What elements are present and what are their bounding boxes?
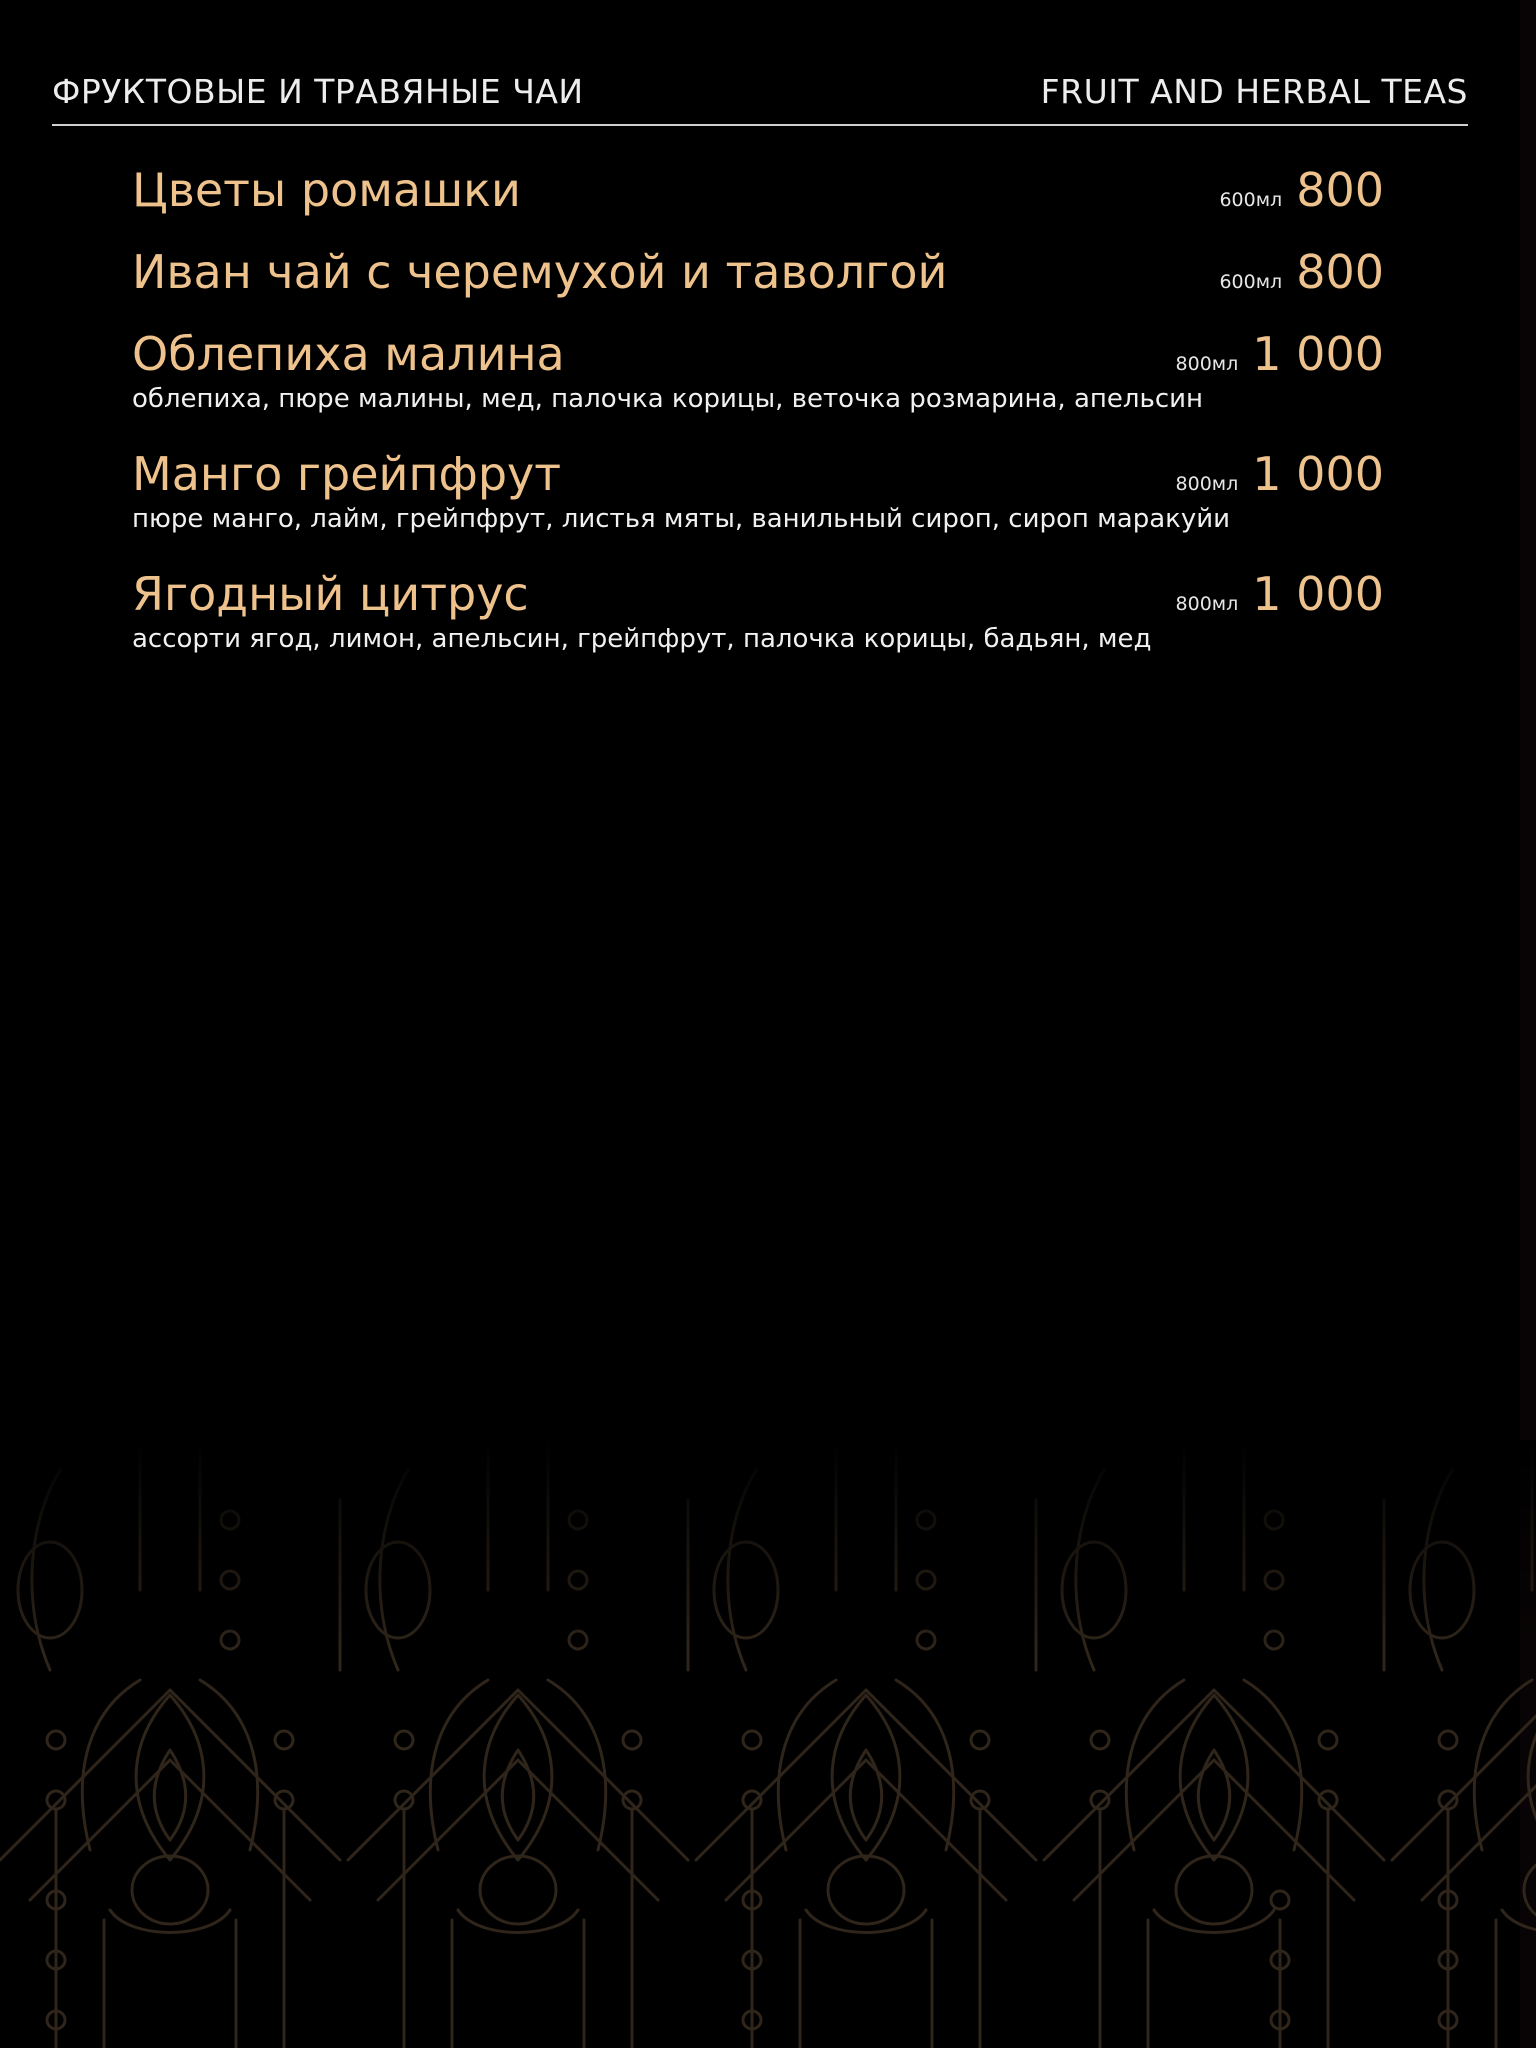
item-volume: 600мл <box>1219 189 1283 211</box>
item-volume: 800мл <box>1175 473 1239 495</box>
menu-item-berry-citrus <box>132 564 1384 684</box>
item-price-group <box>1219 160 1384 220</box>
item-price-group <box>1176 564 1384 624</box>
section-title-ru: ФРУКТОВЫЕ И ТРАВЯНЫЕ ЧАИ <box>52 72 584 111</box>
item-description: облепиха, пюре малины, мед, палочка корицы, веточка розмарина, апельсин <box>132 384 1204 414</box>
menu-item-sea-buckthorn-raspberry <box>132 324 1384 444</box>
menu-list <box>132 160 1384 684</box>
ornament-pattern-icon <box>0 1440 1536 2048</box>
item-price: 1 000 <box>1252 447 1384 501</box>
menu-item-ivan-tea <box>132 242 1384 324</box>
item-volume: 600мл <box>1219 271 1283 293</box>
item-volume: 800мл <box>1175 353 1239 375</box>
item-description: пюре манго, лайм, грейпфрут, листья мяты, ванильный сироп, сироп маракуйи <box>132 504 1231 534</box>
item-price: 1 000 <box>1252 327 1384 381</box>
item-name: Иван чай с черемухой и таволгой <box>132 245 948 299</box>
item-description: ассорти ягод, лимон, апельсин, грейпфрут, палочка корицы, бадьян, мед <box>132 624 1152 654</box>
item-price: 800 <box>1296 163 1384 217</box>
item-price-group <box>1219 242 1384 302</box>
section-header <box>52 72 1468 126</box>
item-name: Цветы ромашки <box>132 163 521 217</box>
item-volume: 800мл <box>1175 593 1239 615</box>
item-name: Манго грейпфрут <box>132 447 562 501</box>
menu-item-mango-grapefruit <box>132 444 1384 564</box>
item-price-group <box>1176 324 1384 384</box>
item-price-group <box>1176 444 1384 504</box>
menu-item-chamomile <box>132 160 1384 242</box>
item-price: 1 000 <box>1252 567 1384 621</box>
item-name: Ягодный цитрус <box>132 567 529 621</box>
item-name: Облепиха малина <box>132 327 565 381</box>
section-title-en: FRUIT AND HERBAL TEAS <box>1040 72 1468 111</box>
item-price: 800 <box>1296 245 1384 299</box>
